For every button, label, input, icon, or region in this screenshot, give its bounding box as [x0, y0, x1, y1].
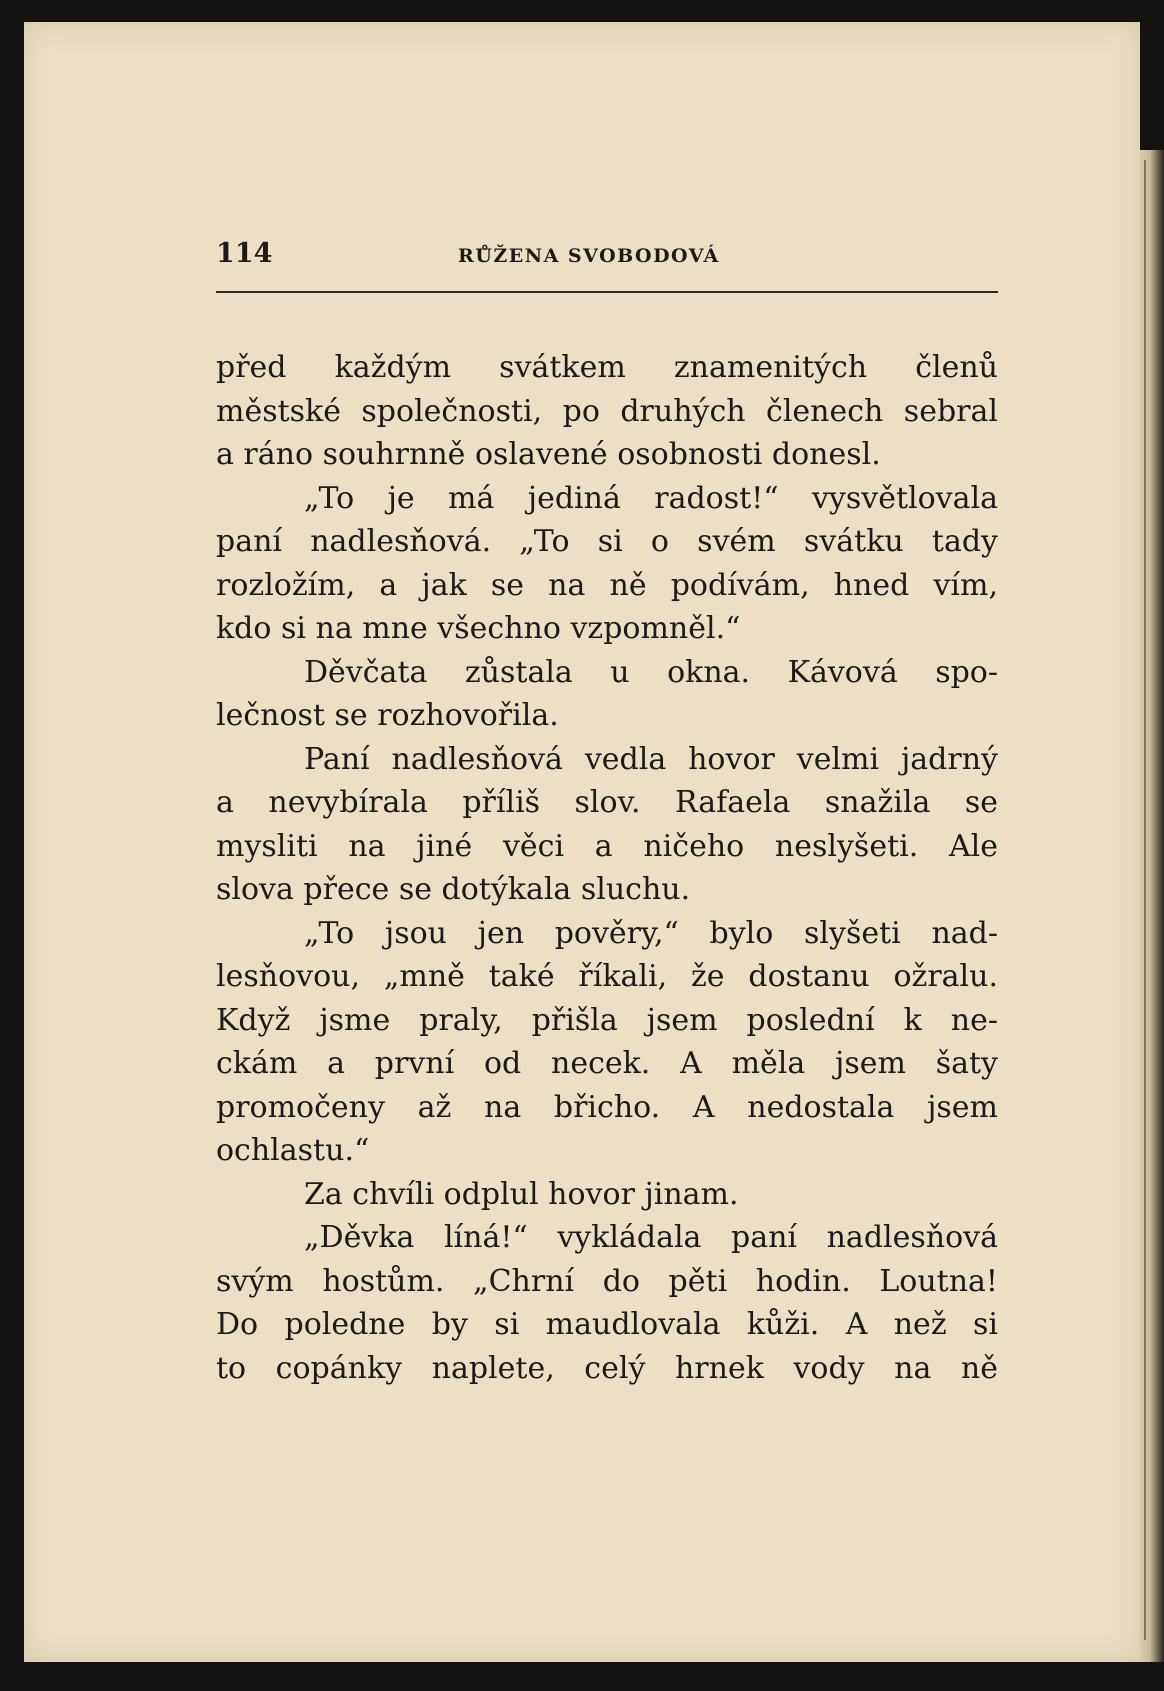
text-line: ochlastu.“	[216, 1133, 370, 1168]
text-line: před každým svátkem znamenitých členů	[216, 350, 998, 385]
text-line: městské společnosti, po druhých členech sebral	[216, 393, 998, 429]
text-line: Když jsme praly, přišla jsem poslední k ne-	[216, 1002, 998, 1038]
text-line: a ráno souhrnně oslavené osobnosti donesl.	[216, 437, 881, 472]
text-line: rozložím, a jak se na ně podívám, hned vím,	[216, 567, 998, 603]
text-line: a nevybírala příliš slov. Rafaela snažila se	[216, 785, 998, 820]
text-line: mysliti na jiné věci a ničeho neslyšeti. Ale	[216, 828, 998, 864]
header-rule	[216, 291, 998, 293]
text-line: „Děvka líná!“ vykládala paní nadlesňová	[304, 1220, 998, 1255]
text-line: promočeny až na břicho. A nedostala jsem	[216, 1089, 998, 1125]
binding-shadow	[1144, 160, 1146, 1640]
text-line: slova přece se dotýkala sluchu.	[216, 872, 691, 907]
page-number: 114	[216, 238, 273, 269]
running-head: RŮŽENA SVOBODOVÁ	[458, 245, 720, 267]
text-line: ckám a první od necek. A měla jsem šaty	[216, 1046, 998, 1081]
text-line: lečnost se rozhovořila.	[216, 698, 559, 733]
page-header	[216, 238, 998, 274]
text-line: Do poledne by si maudlovala kůži. A než si	[216, 1307, 998, 1342]
text-line: „To je má jediná radost!“ vysvětlovala	[304, 480, 998, 516]
text-line: Děvčata zůstala u okna. Kávová spo-	[304, 654, 998, 690]
text-line: kdo si na mne všechno vzpomněl.“	[216, 611, 741, 646]
text-line: to copánky naplete, celý hrnek vody na ně	[216, 1350, 998, 1386]
text-line: lesňovou, „mně také říkali, že dostanu ožralu.	[216, 959, 998, 994]
text-line: „To jsou jen pověry,“ bylo slyšeti nad-	[304, 915, 998, 951]
text-line: paní nadlesňová. „To si o svém svátku tady	[216, 524, 998, 559]
text-line: Za chvíli odplul hovor jinam.	[304, 1176, 739, 1212]
body-text	[216, 346, 998, 1390]
text-line: svým hostům. „Chrní do pěti hodin. Loutna!	[216, 1263, 998, 1299]
text-line: Paní nadlesňová vedla hovor velmi jadrný	[304, 741, 998, 777]
